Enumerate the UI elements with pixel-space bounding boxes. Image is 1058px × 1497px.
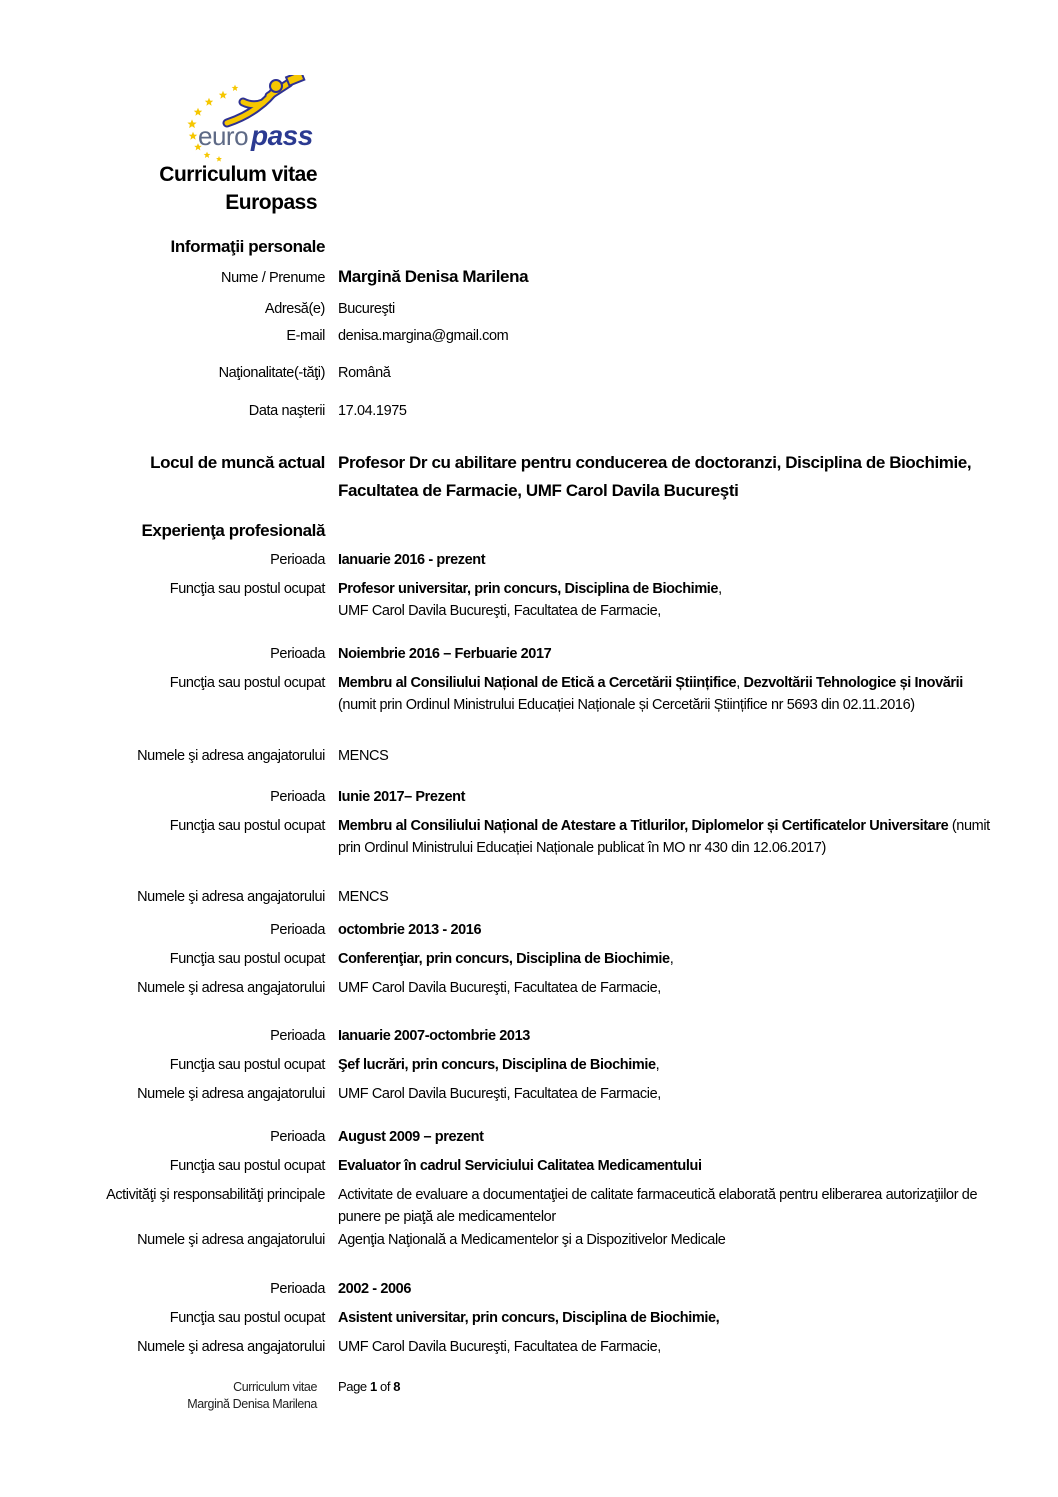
- employer-label: Numele şi adresa angajatorului: [137, 980, 325, 996]
- position-text: (numit prin Ordinul Ministrului Educației Naționale și Cercetării Științifice nr 5693 din 02.11.2016): [338, 697, 915, 713]
- job0-period-row: [0, 549, 1058, 571]
- experience-heading: Experienţa profesională: [141, 521, 325, 540]
- name-row: [0, 266, 1058, 289]
- period-value: Iunie 2017– Prezent: [338, 789, 465, 805]
- position-label: Funcţia sau postul ocupat: [169, 1057, 325, 1073]
- position-text-line2: UMF Carol Davila Bucureşti, Facultatea de Farmacie,: [338, 603, 661, 619]
- job4-employer-row: [0, 1083, 1058, 1105]
- nationality-row: [0, 362, 1058, 384]
- document-title-line2: Europass: [225, 191, 317, 214]
- europass-logo: [185, 75, 350, 163]
- activities-label: Activităţi şi responsabilităţi principale: [106, 1187, 325, 1203]
- period-value: Noiembrie 2016 – Ferbuarie 2017: [338, 646, 552, 662]
- position-text: ,: [718, 581, 722, 597]
- email-value: denisa.margina@gmail.com: [338, 328, 509, 344]
- job1-period-row: [0, 643, 1058, 665]
- position-text: ,: [655, 1057, 660, 1073]
- job2-employer-row: [0, 886, 1058, 908]
- activities-value: Activitate de evaluare a documentaţiei de calitate farmaceutică elaborată pentru eliberarea autorizaţiilor de punere pe piaţă ale medicamentelor: [338, 1187, 978, 1225]
- footer-of-word: of: [376, 1379, 394, 1394]
- birthdate-value: 17.04.1975: [338, 403, 407, 419]
- leaping-figure-icon: [227, 75, 304, 123]
- address-label: Adresă(e): [264, 301, 325, 317]
- position-text-bold: Conferenţiar, prin concurs, Disciplina de Biochimie: [338, 951, 670, 967]
- position-text-bold: Membru al Consiliului Național de Atestare a Titlurilor, Diplomelor și Certificatelor Universitare: [338, 818, 949, 834]
- period-label: Perioada: [270, 1028, 325, 1044]
- email-label: E-mail: [286, 328, 325, 344]
- job4-position-row: [0, 1054, 1058, 1076]
- period-label: Perioada: [270, 789, 325, 805]
- birthdate-label: Data naşterii: [248, 403, 325, 419]
- job1-position-row: [0, 672, 1058, 716]
- employer-value: Agenţia Naţională a Medicamentelor şi a Dispozitivelor Medicale: [338, 1232, 726, 1248]
- period-label: Perioada: [270, 922, 325, 938]
- position-label: Funcţia sau postul ocupat: [169, 675, 325, 691]
- job2-position-row: [0, 815, 1058, 859]
- period-label: Perioada: [270, 646, 325, 662]
- position-text: (numit prin Ordinul Ministrului Educației Naționale publicat în MO nr 430 din 12.06.2017): [338, 818, 990, 856]
- footer-page-number: 1: [369, 1379, 377, 1394]
- position-value: [338, 1054, 998, 1076]
- position-label: Funcţia sau postul ocupat: [169, 951, 325, 967]
- job5-period-row: [0, 1126, 1058, 1148]
- address-value: Bucureşti: [338, 301, 395, 317]
- job0-position-row: [0, 578, 1058, 622]
- position-value: [338, 578, 998, 622]
- position-text-bold: Profesor universitar, prin concurs, Disciplina de Biochimie: [338, 581, 719, 597]
- position-text-bold: Membru al Consiliului Național de Etică a Cercetării Științifice: [338, 675, 737, 691]
- period-label: Perioada: [270, 1129, 325, 1145]
- position-value: [338, 948, 998, 970]
- footer-page-total: 8: [393, 1379, 401, 1394]
- job3-position-row: [0, 948, 1058, 970]
- address-row: [0, 298, 1058, 320]
- footer-page-indicator: [338, 1378, 400, 1395]
- document-title: [0, 161, 317, 217]
- job1-employer-row: [0, 745, 1058, 767]
- job6-employer-row: [0, 1336, 1058, 1358]
- nationality-value: Română: [338, 365, 391, 381]
- current-position-label: Locul de muncă actual: [150, 453, 325, 472]
- period-value: Ianuarie 2007-octombrie 2013: [338, 1028, 530, 1044]
- name-value: Margină Denisa Marilena: [338, 267, 529, 286]
- personal-heading-row: [0, 236, 1058, 258]
- period-value: octombrie 2013 - 2016: [338, 922, 482, 938]
- job3-period-row: [0, 919, 1058, 941]
- employer-label: Numele şi adresa angajatorului: [137, 1339, 325, 1355]
- job6-position-row: [0, 1307, 1058, 1329]
- position-value: [338, 815, 998, 859]
- footer-doc-info: [0, 1379, 317, 1413]
- nationality-label: Naţionalitate(-tăţi): [218, 365, 325, 381]
- job6-period-row: [0, 1278, 1058, 1300]
- employer-value: UMF Carol Davila Bucureşti, Facultatea de Farmacie,: [338, 980, 661, 996]
- job3-employer-row: [0, 977, 1058, 999]
- page-footer: [0, 1378, 1058, 1413]
- employer-value: MENCS: [338, 748, 389, 764]
- position-label: Funcţia sau postul ocupat: [169, 1158, 325, 1174]
- job5-employer-row: [0, 1229, 1058, 1251]
- logo-text-euro: euro: [198, 121, 249, 151]
- period-value: Ianuarie 2016 - prezent: [338, 552, 486, 568]
- period-label: Perioada: [270, 1281, 325, 1297]
- position-label: Funcţia sau postul ocupat: [169, 581, 325, 597]
- job5-position-row: [0, 1155, 1058, 1177]
- period-label: Perioada: [270, 552, 325, 568]
- job2-period-row: [0, 786, 1058, 808]
- employer-label: Numele şi adresa angajatorului: [137, 1086, 325, 1102]
- footer-doc-author: Margină Denisa Marilena: [187, 1397, 317, 1411]
- period-value: 2002 - 2006: [338, 1281, 411, 1297]
- employer-label: Numele şi adresa angajatorului: [137, 748, 325, 764]
- employer-value: MENCS: [338, 889, 389, 905]
- employer-value: UMF Carol Davila Bucureşti, Facultatea de Farmacie,: [338, 1339, 661, 1355]
- job4-period-row: [0, 1025, 1058, 1047]
- employer-value: UMF Carol Davila Bucureşti, Facultatea de Farmacie,: [338, 1086, 661, 1102]
- position-text-bold2: Dezvoltării Tehnologice și Inovării: [743, 675, 963, 691]
- employer-label: Numele şi adresa angajatorului: [137, 889, 325, 905]
- position-value: Evaluator în cadrul Serviciului Calitatea Medicamentului: [338, 1158, 702, 1174]
- current-position-value: Profesor Dr cu abilitare pentru conducerea de doctoranzi, Disciplina de Biochimie, Facultatea de Farmacie, UMF Carol Davila Bucureşti: [338, 453, 972, 500]
- birthdate-row: [0, 400, 1058, 422]
- footer-page-word: Page: [338, 1379, 370, 1394]
- position-label: Funcţia sau postul ocupat: [169, 1310, 325, 1326]
- position-text-bold: Şef lucrări, prin concurs, Disciplina de Biochimie: [338, 1057, 656, 1073]
- position-value: [338, 672, 998, 716]
- current-position-row: [0, 449, 1058, 505]
- employer-label: Numele şi adresa angajatorului: [137, 1232, 325, 1248]
- logo-text-pass: pass: [251, 120, 313, 151]
- experience-heading-row: [0, 520, 1058, 542]
- position-label: Funcţia sau postul ocupat: [169, 818, 325, 834]
- position-text: ,: [736, 675, 744, 691]
- position-value: Asistent universitar, prin concurs, Disciplina de Biochimie,: [338, 1310, 720, 1326]
- name-label: Nume / Prenume: [221, 270, 325, 286]
- email-row: [0, 325, 1058, 347]
- document-title-line1: Curriculum vitae: [159, 163, 317, 186]
- job5-activities-row: [0, 1184, 1058, 1228]
- period-value: August 2009 – prezent: [338, 1129, 484, 1145]
- position-text: ,: [669, 951, 674, 967]
- footer-doc-title: Curriculum vitae: [233, 1380, 317, 1394]
- personal-heading: Informaţii personale: [170, 237, 325, 256]
